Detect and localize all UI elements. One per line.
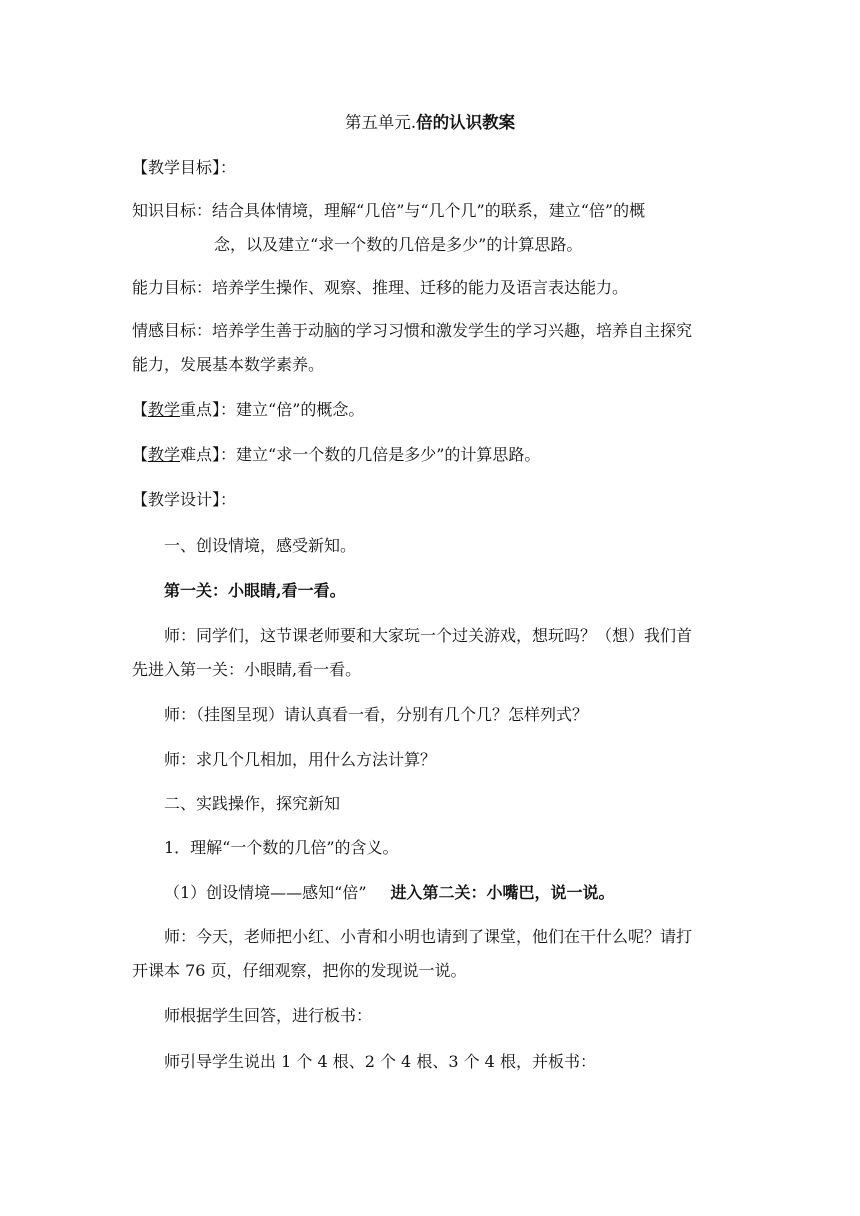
title-prefix: 第五单元.	[344, 113, 417, 132]
key-rest: 重点】：建立“倍”的概念。	[180, 400, 365, 419]
key-underlined: 教学	[148, 400, 181, 419]
section-2-heading: 二、实践操作，探究新知	[164, 794, 341, 813]
paragraph-1-line-2: 先进入第一关：小眼睛,看一看。	[132, 660, 362, 679]
paragraph-4-line-2: 开课本 76 页，仔细观察，把你的发现说一说。	[132, 961, 467, 980]
diff-rest: 难点】：建立“求一个数的几倍是多少”的计算思路。	[180, 445, 541, 464]
goals-heading: 【教学目标】：	[132, 158, 237, 177]
page-title	[0, 112, 860, 134]
paragraph-5: 师根据学生回答，进行板书：	[164, 1006, 373, 1025]
ability-goal: 能力目标：培养学生操作、观察、推理、迁移的能力及语言表达能力。	[132, 278, 629, 297]
item-1: 1．理解“一个数的几倍”的含义。	[164, 838, 399, 857]
sub-item-1	[164, 882, 615, 904]
sub-item-1-bold: 进入第二关：小嘴巴，说一说。	[390, 883, 615, 902]
key-point	[132, 399, 364, 421]
paragraph-1-line-1: 师：同学们，这节课老师要和大家玩一个过关游戏，想玩吗？（想）我们首	[164, 626, 693, 645]
knowledge-line-1: 结合具体情境，理解“几倍”与“几个几”的联系，建立“倍”的概	[212, 201, 646, 220]
knowledge-goal	[132, 200, 645, 222]
paragraph-3: 师：求几个几相加，用什么方法计算？	[164, 750, 437, 769]
emotion-goal-line-2: 能力，发展基本数学素养。	[132, 355, 325, 374]
design-heading: 【教学设计】：	[132, 490, 237, 509]
level-1-heading: 第一关：小眼睛,看一看。	[164, 581, 346, 600]
title-main: 倍的认识教案	[416, 113, 516, 132]
difficult-point	[132, 444, 540, 466]
sub-item-1-plain: （1）创设情境——感知“倍”	[164, 883, 367, 902]
key-bracket: 【	[132, 400, 149, 419]
section-1-heading: 一、创设情境，感受新知。	[164, 536, 357, 555]
knowledge-line-2: 念，以及建立“求一个数的几倍是多少”的计算思路。	[214, 235, 583, 254]
emotion-goal-line-1: 情感目标：培养学生善于动脑的学习习惯和激发学生的学习兴趣，培养自主探究	[132, 321, 693, 340]
paragraph-2: 师：（挂图呈现）请认真看一看，分别有几个几？怎样列式？	[164, 705, 589, 724]
diff-bracket: 【	[132, 445, 149, 464]
knowledge-label: 知识目标：	[132, 201, 213, 220]
paragraph-4-line-1: 师：今天，老师把小红、小青和小明也请到了课堂，他们在干什么呢？请打	[164, 927, 693, 946]
diff-underlined: 教学	[148, 445, 181, 464]
paragraph-6: 师引导学生说出 1 个 4 根、2 个 4 根、3 个 4 根，并板书：	[164, 1052, 596, 1071]
